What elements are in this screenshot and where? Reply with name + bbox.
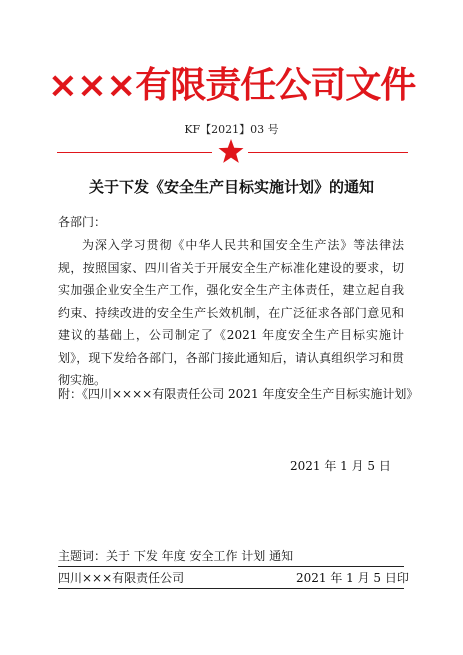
- star-icon: [218, 138, 244, 164]
- footer-organization: 四川×××有限责任公司: [58, 571, 185, 585]
- star-shape: [219, 139, 244, 163]
- signature-date: 2021 年 1 月 5 日: [290, 459, 391, 473]
- attachment-line: 附：《四川××××有限责任公司 2021 年度安全生产目标实施计划》: [58, 387, 419, 401]
- footer-print-date: 2021 年 1 月 5 日印: [296, 571, 409, 585]
- footer-rule-bottom: [58, 588, 404, 589]
- red-divider-left: [57, 152, 212, 153]
- notice-title: 关于下发《安全生产目标实施计划》的通知: [88, 178, 374, 196]
- red-divider-right: [248, 152, 408, 153]
- notice-body: 为深入学习贯彻《中华人民共和国安全生产法》等法律法规，按照国家、四川省关于开展安全生产标准化建设的要求，切实加强企业安全生产工作，强化安全生产主体责任，建立起自我约束、持续改进的安全生产长效机制，在广泛征求各部门意见和建议的基础上，公司制定了《2021 年度安全生产目标实施计划》，现下发给各部门，各部门接此通知后，请认真组织学习和贯彻实施。: [58, 238, 404, 387]
- subject-keywords: 主题词：关于 下发 年度 安全工作 计划 通知: [58, 549, 294, 563]
- salutation: 各部门：: [58, 215, 107, 229]
- document-number: KF【2021】03 号: [184, 123, 279, 136]
- footer-rule-top: [58, 566, 404, 567]
- document-header-title: ×××有限责任公司文件: [47, 65, 416, 106]
